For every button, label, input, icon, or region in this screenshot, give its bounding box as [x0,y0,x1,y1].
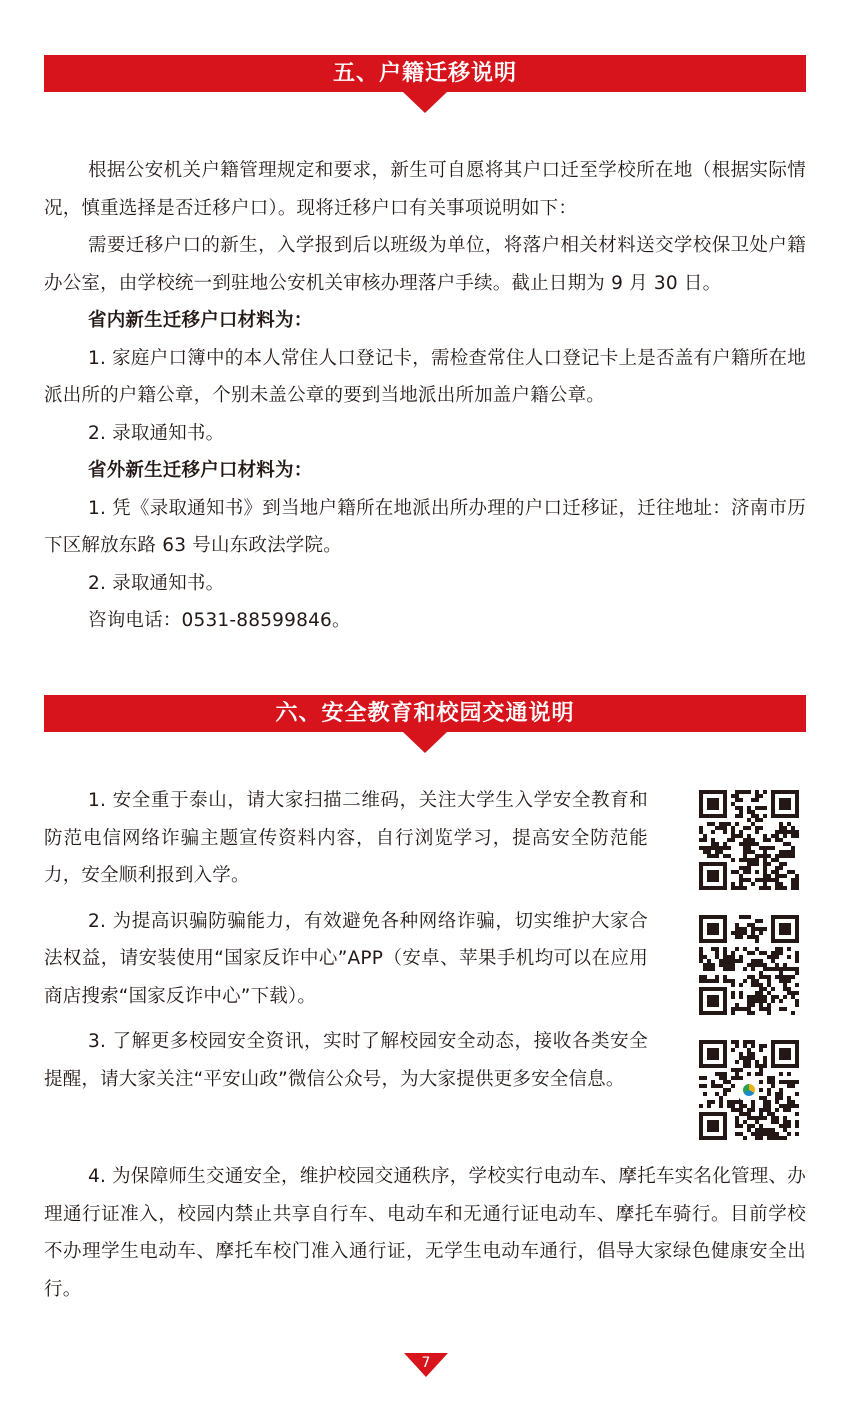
in-province-title: 省内新生迁移户口材料为： [88,310,313,331]
qr-code-icon[interactable] [699,915,799,1015]
section6-heading: 六、安全教育和校园交通说明 [44,695,806,732]
page-number: 7 [421,1355,431,1371]
out-province-title: 省外新生迁移户口材料为： [88,460,313,481]
paragraph: 需要迁移户口的新生，入学报到后以班级为单位，将落户相关材料送交学校保卫处户籍办公室，由学校统一到驻地公安机关审核办理落户手续。截止日期为 9 月 30 日。 [44,235,806,294]
logo-icon [739,1080,759,1100]
list-item: 1. 家庭户口簿中的本人常住人口登记卡，需检查常住人口登记卡上是否盖有户籍所在地派出所的户籍公章，个别未盖公章的要到当地派出所加盖户籍公章。 [44,347,806,406]
list-item: 4. 为保障师生交通安全，维护校园交通秩序，学校实行电动车、摩托车实名化管理、办理通行证准入，校园内禁止共享自行车、电动车和无通行证电动车、摩托车骑行。目前学校不办理学生电动车、摩托车校门准入通行证，无学生电动车通行，倡导大家绿色健康安全出行。 [44,1166,806,1300]
list-item: 2. 录取通知书。 [88,422,225,444]
paragraph: 根据公安机关户籍管理规定和要求，新生可自愿将其户口迁至学校所在地（根据实际情况，慎重选择是否迁移户口）。现将迁移户口有关事项说明如下： [44,160,806,219]
section5-body [44,152,806,640]
section6-body-full [44,1158,806,1308]
list-item: 1. 凭《录取通知书》到当地户籍所在地派出所办理的户口迁移证，迁往地址：济南市历下区解放东路 63 号山东政法学院。 [44,497,806,556]
section5-heading: 五、户籍迁移说明 [44,55,806,92]
list-item: 2. 录取通知书。 [88,572,225,594]
page-number-marker [404,1353,448,1377]
qr-code-icon[interactable] [699,1040,799,1140]
qr-code-icon[interactable] [699,790,799,890]
list-item: 3. 了解更多校园安全资讯，实时了解校园安全动态，接收各类安全提醒，请大家关注“平安山政”微信公众号，为大家提供更多安全信息。 [44,1031,648,1090]
list-item: 1. 安全重于泰山，请大家扫描二维码，关注大学生入学安全教育和防范电信网络诈骗主题宣传资料内容，自行浏览学习，提高安全防范能力，安全顺利报到入学。 [44,790,648,886]
list-item: 2. 为提高识骗防骗能力，有效避免各种网络诈骗，切实维护大家合法权益，请安装使用“国家反诈中心”APP（安卓、苹果手机均可以在应用商店搜索“国家反诈中心”下载）。 [44,910,648,1007]
contact-phone: 咨询电话：0531-88599846。 [88,610,351,631]
section6-body-left [44,782,648,1098]
